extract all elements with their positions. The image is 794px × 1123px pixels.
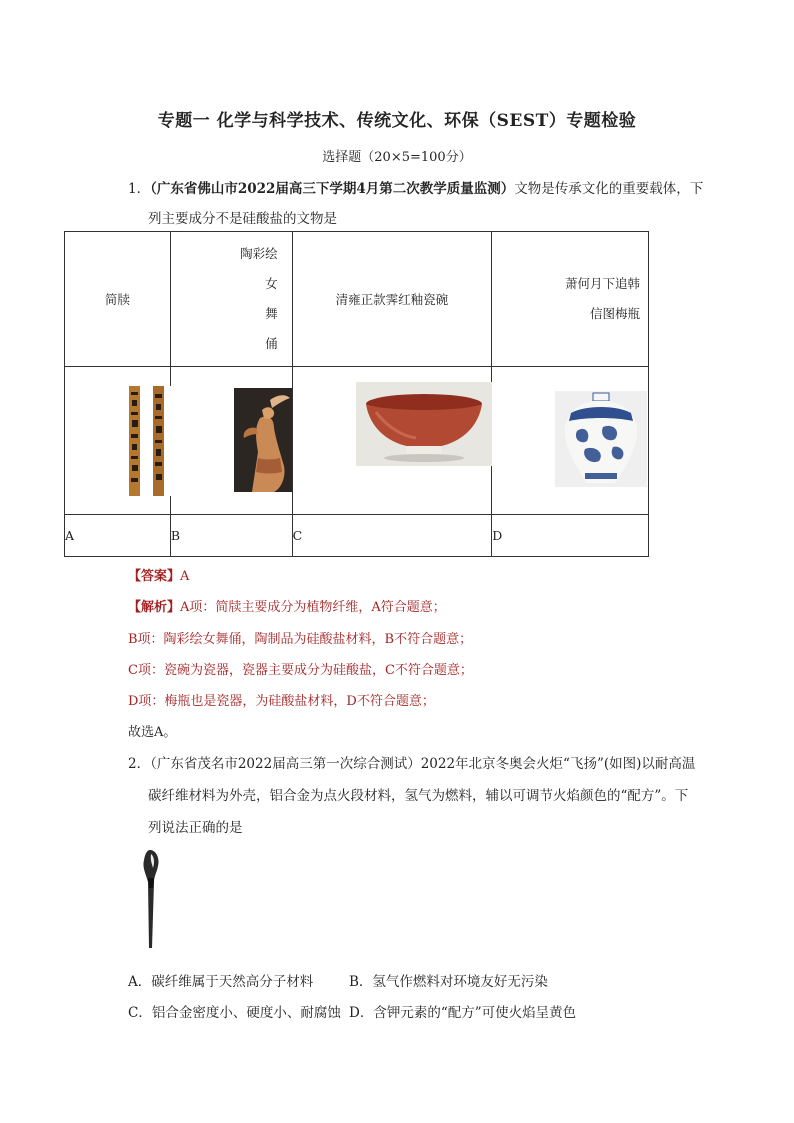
option-b-letter: B bbox=[170, 515, 292, 557]
q2-stem-line1: 2．（广东省茂名市2022届高三第一次综合测试）2022年北京冬奥会火炬“飞扬”(如图)以耐高温 bbox=[128, 756, 696, 772]
q2-option-b: B．氢气作燃料对环境友好无污染 bbox=[349, 974, 548, 990]
q1-options-table bbox=[64, 231, 649, 557]
q1-stem-part1: 文物是传承文化的重要载体，下 bbox=[514, 181, 704, 197]
page-subtitle: 选择题（20×5=100分） bbox=[322, 150, 472, 165]
plum-vase-image bbox=[555, 391, 647, 487]
q2-stem-line3: 列说法正确的是 bbox=[148, 820, 243, 836]
table-row bbox=[65, 515, 649, 557]
table-row bbox=[65, 232, 649, 367]
q2-number: 2． bbox=[128, 756, 151, 772]
option-a-name: 简牍 bbox=[65, 232, 171, 367]
option-a-image-cell bbox=[65, 367, 171, 515]
q1-analysis-line3: C项：瓷碗为瓷器，瓷器主要成分为硅酸盐，C不符合题意； bbox=[128, 663, 473, 678]
option-c-image-cell bbox=[292, 367, 492, 515]
q1-analysis-line4: D项：梅瓶也是瓷器，为硅酸盐材料，D不符合题意； bbox=[128, 694, 435, 709]
q1-analysis-line1: 【解析】A项：简牍主要成分为植物纤维，A符合题意； bbox=[128, 600, 446, 615]
answer-value: A bbox=[180, 569, 190, 584]
q1-source: （广东省佛山市2022届高三下学期4月第二次教学质量监测） bbox=[150, 181, 515, 197]
option-a-letter: A bbox=[65, 515, 171, 557]
q1-number: 1． bbox=[128, 181, 151, 197]
option-d-image-cell bbox=[492, 367, 649, 515]
option-b-name: 陶彩绘 女 舞 俑 bbox=[170, 232, 292, 367]
q2-option-d: D．含钾元素的“配方”可使火焰呈黄色 bbox=[349, 1005, 577, 1021]
option-b-image-cell bbox=[170, 367, 292, 515]
red-glaze-bowl-image bbox=[356, 382, 492, 466]
page-title: 专题一 化学与科学技术、传统文化、环保（SEST）专题检验 bbox=[157, 111, 637, 131]
option-c-letter: C bbox=[292, 515, 492, 557]
bamboo-slip-image bbox=[127, 386, 171, 496]
option-d-name: 萧何月下追韩 信图梅瓶 bbox=[492, 232, 649, 367]
q1-answer bbox=[128, 565, 189, 584]
option-d-letter: D bbox=[492, 515, 649, 557]
analysis-label: 【解析】 bbox=[128, 600, 181, 615]
q1-stem-line1 bbox=[128, 177, 703, 197]
q2-option-c: C．铝合金密度小、硬度小、耐腐蚀 bbox=[128, 1005, 341, 1021]
q1-conclusion: 故选A。 bbox=[128, 725, 177, 740]
q2-option-a: A．碳纤维属于天然高分子材料 bbox=[128, 974, 314, 990]
table-row bbox=[65, 367, 649, 515]
q1-analysis-line2: B项：陶彩绘女舞俑，陶制品为硅酸盐材料，B不符合题意； bbox=[128, 632, 473, 647]
dancing-figurine-image bbox=[234, 388, 292, 492]
q1-stem-line2: 列主要成分不是硅酸盐的文物是 bbox=[148, 211, 337, 227]
answer-label: 【答案】 bbox=[128, 569, 181, 584]
q2-stem-line2: 碳纤维材料为外壳，铝合金为点火段材料，氢气为燃料，辅以可调节火焰颜色的“配方”。下 bbox=[148, 788, 689, 804]
option-c-name: 清雍正款霁红釉瓷碗 bbox=[292, 232, 492, 367]
torch-image bbox=[140, 848, 164, 952]
